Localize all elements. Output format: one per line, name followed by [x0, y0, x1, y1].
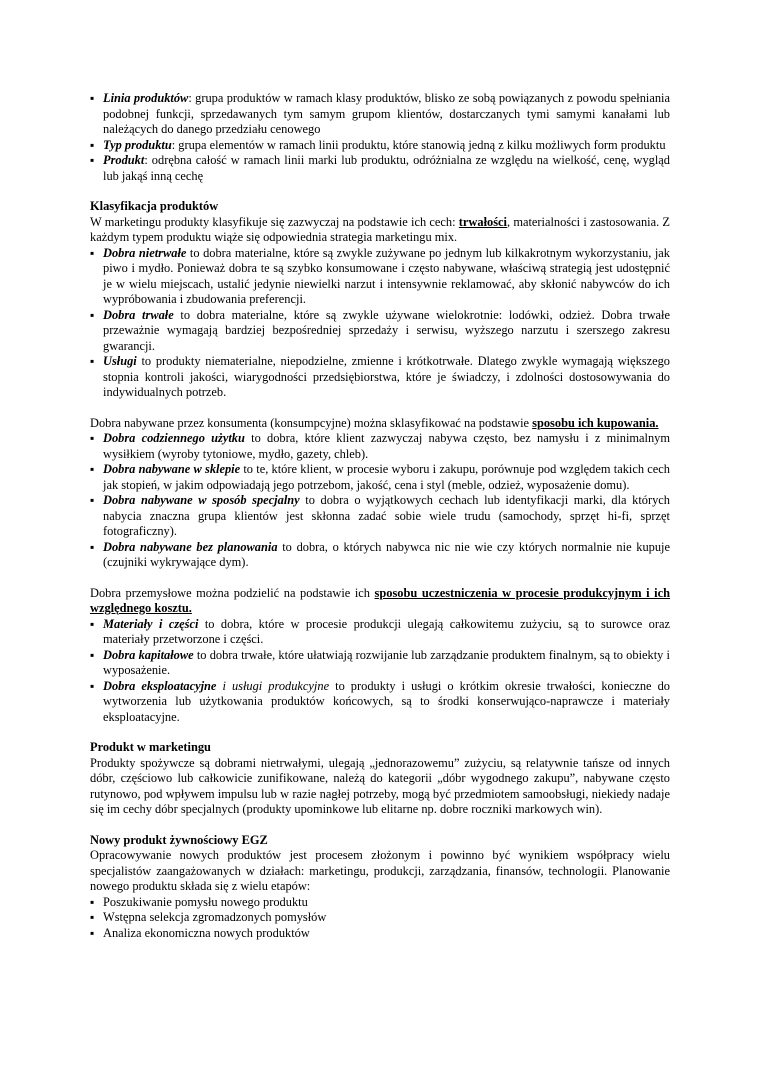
section-heading-nowy-produkt: Nowy produkt żywnościowy EGZ — [90, 832, 268, 847]
przemyslowe-intro: Dobra przemysłowe można podzielić na podstawie ich sposobu uczestniczenia w procesie produkcyjnym i ich względnego kosztu. — [90, 585, 670, 615]
list-item: ▪ Dobra nabywane bez planowania to dobra, o których nabywca nic nie wie czy których normalnie nie kupuje (czujniki wykrywające dym). — [90, 540, 670, 571]
konsumpcyjne-list — [90, 431, 670, 571]
list-item: ▪ Usługi to produkty niematerialne, niepodzielne, zmienne i krótkotrwałe. Dlatego zwykle wymagają większego stopnia kontroli jakości, wiarygodności przedsiębiorstwa, które je świadczy, i zdolności dostosowywania do indywidualnych potrzeb. — [90, 354, 670, 401]
list-item: ▪ Dobra nabywane w sklepie to te, które klient, w procesie wyboru i zakupu, porównuje pod względem takich cech jak stopień, w jakim odpowiadają jego potrzebom, jakość, cena i styl (meble, odzież, wyposażenie domu). — [90, 462, 670, 493]
list-item: ▪ Dobra nietrwałe to dobra materialne, które są zwykle zużywane po jednym lub kilkakrotnym wykorzystaniu, jak piwo i mydło. Ponieważ dobra te są szybko konsumowane i często nabywane, właściwą strategią jest udostępnić je w wielu miejscach, ustalić jedynie niewielki narzut i intensywnie reklamować, aby skłonić nabywców do ich wypróbowania i zbudowania preferencji. — [90, 246, 670, 308]
nowy-produkt-paragraph: Opracowywanie nowych produktów jest procesem złożonym i powinno być wynikiem współpracy wielu specjalistów zaangażowanych w działach: marketingu, produkcji, zarządzania, finansów, technologii. Planowanie nowego produktu składa się z wielu etapów: — [90, 848, 670, 893]
list-item: ▪ Wstępna selekcja zgromadzonych pomysłów — [90, 910, 670, 926]
product-definitions-list — [90, 91, 670, 184]
list-item: ▪ Dobra kapitałowe to dobra trwałe, które ułatwiają rozwijanie lub zarządzanie produktem finalnym, są to obiekty i wyposażenie. — [90, 648, 670, 679]
list-item: ▪ Dobra codziennego użytku to dobra, które klient zazwyczaj nabywa często, bez namysłu i z minimalnym wysiłkiem (wyroby tytoniowe, mydło, gazety, chleb). — [90, 431, 670, 462]
list-item: ▪ Poszukiwanie pomysłu nowego produktu — [90, 895, 670, 911]
list-item: ▪ Typ produktu: grupa elementów w ramach linii produktu, które stanowią jedną z kilku możliwych form produktu — [90, 138, 670, 154]
list-item: ▪ Dobra nabywane w sposób specjalny to dobra o wyjątkowych cechach lub identyfikacji marki, dla których nabycia znaczna grupa klientów jest skłonna zadać sobie wiele trudu (samochody, sprzęt hi-fi, sprzęt fotograficzny). — [90, 493, 670, 540]
document-page — [90, 91, 670, 941]
list-item: ▪ Linia produktów: grupa produktów w ramach klasy produktów, blisko ze sobą powiązanych z powodu spełniania podobnej funkcji, sprzedawanych tym samym grupom klientów, dostarczanych tymi samymi kanałami lub należących do danego przedziału cenowego — [90, 91, 670, 138]
marketing-paragraph: Produkty spożywcze są dobrami nietrwałymi, ulegają „jednorazowemu” zużyciu, są relatywnie tańsze od innych dóbr, częściowo lub całkowicie zunifikowane, należą do kategorii „dóbr wygodnego zakupu”, nabywane często rutynowo, pod wpływem impulsu lub w razie nagłej potrzeby, mogą być przedmiotem samoobsługi, niekiedy nadaje się im cechy dóbr specjalnych (produkty upominkowe lub elitarne np. dobre roczniki markowych win). — [90, 755, 670, 816]
etapy-list — [90, 895, 670, 942]
klasyfikacja-intro: W marketingu produkty klasyfikuje się zazwyczaj na podstawie ich cech: trwałości, materialności i zastosowania. Z każdym typem produktu wiąże się odpowiednia strategia marketingu mix. — [90, 214, 670, 244]
list-item: ▪ Dobra eksploatacyjne i usługi produkcyjne to produkty i usługi o krótkim okresie trwałości, konieczne do wytworzenia lub użytkowania produktów końcowych, są to środki konserwująco-naprawcze i materiały eksploatacyjne. — [90, 679, 670, 726]
list-item: ▪ Analiza ekonomiczna nowych produktów — [90, 926, 670, 942]
list-item: ▪ Materiały i części to dobra, które w procesie produkcji ulegają całkowitemu zużyciu, są to surowce oraz materiały przetworzone i części. — [90, 617, 670, 648]
section-heading-klasyfikacja: Klasyfikacja produktów — [90, 199, 219, 213]
list-item: ▪ Dobra trwałe to dobra materialne, które są zwykle używane wielokrotnie: lodówki, odzież. Dobra trwałe przeważnie wymagają bardziej bezpośredniej sprzedaży i serwisu, wyższego narzutu i szerszego zakresu gwarancji. — [90, 308, 670, 355]
przemyslowe-list — [90, 617, 670, 726]
konsumpcyjne-intro: Dobra nabywane przez konsumenta (konsumpcyjne) można sklasyfikować na podstawie sposobu ich kupowania. — [90, 415, 659, 430]
klasyfikacja-list — [90, 246, 670, 401]
section-heading-marketing: Produkt w marketingu — [90, 740, 211, 754]
list-item: ▪ Produkt: odrębna całość w ramach linii marki lub produktu, odróżnialna ze względu na wielkość, cenę, wygląd lub jakąś inną cechę — [90, 153, 670, 184]
